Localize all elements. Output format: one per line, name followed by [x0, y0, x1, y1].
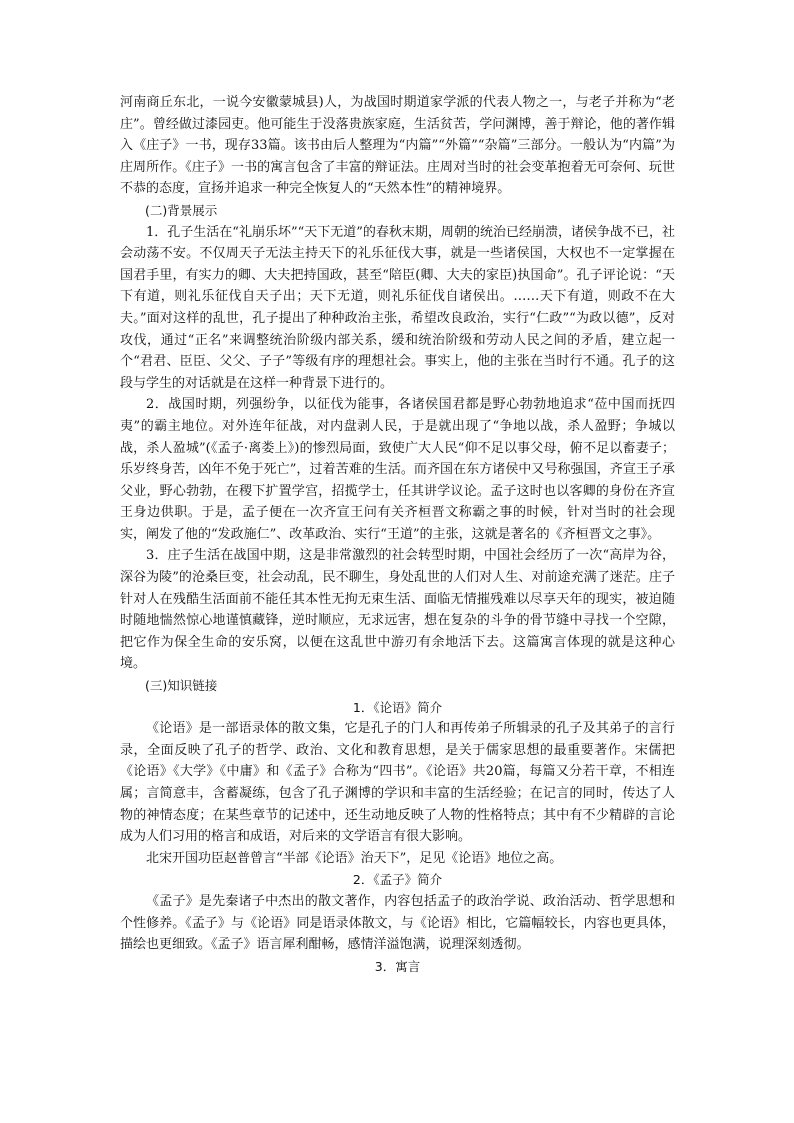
yuyan-title: 3．寓言 [374, 958, 421, 974]
background-paragraph-1: 1．孔子生活在“礼崩乐坏”“天下无道”的春秋末期，周朝的统治已经崩溃，诸侯争战不已，社会动荡不安。不仅周天子无法主持天下的礼乐征伐大事，就是一些诸侯国，大权也不一定掌握在国君手里，有实力的卿、大夫把持国政，甚至“陪臣(卿、大夫的家臣)执国命”。孔子评论说：“天下有道，则礼乐征伐自天子出；天下无道，则礼乐征伐自诸侯出。……天下有道，则政不在大夫。”面对这样的乱世，孔子提出了种种政治主张，希望改良政治，实行“仁政”“为政以德”，反对攻伐，通过“正名”来调整统治阶级内部关系，缓和统治阶级和劳动人民之间的矛盾，建立起一个“君君、臣臣、父父、子子”等级有序的理想社会。事实上，他的主张在当时行不通。孔子的这段与学生的对话就是在这样一种背景下进行的。 [120, 224, 675, 391]
intro-paragraph: 河南商丘东北，一说今安徽蒙城县)人，为战国时期道家学派的代表人物之一，与老子并称为“老庄”。曾经做过漆园吏。他可能生于没落贵族家庭，生活贫苦，学问渊博，善于辩论，他的著作辑入《庄子》一书，现存33篇。该书由后人整理为“内篇”“外篇”“杂篇”三部分。一般认为“内篇”为庄周所作。《庄子》一书的寓言包含了丰富的辩证法。庄周对当时的社会变革抱着无可奈何、玩世不恭的态度，宣扬并追求一种完全恢复人的“天然本性”的精神境界。 [120, 95, 675, 197]
lunyu-paragraph-2: 北宋开国功臣赵普曾言“半部《论语》治天下”，足见《论语》地位之高。 [146, 850, 563, 866]
background-paragraph-2: 2．战国时期，列强纷争，以征伐为能事，各诸侯国君都是野心勃勃地追求“莅中国而抚四夷”的霸主地位。对外连年征战，对内盘剥人民，于是就出现了“争地以战，杀人盈野；争城以战，杀人盈城”(《孟子·离娄上》)的惨烈局面，致使广大人民“仰不足以事父母，俯不足以畜妻子；乐岁终身苦，凶年不免于死亡”，过着苦难的生活。而齐国在东方诸侯中又号称强国，齐宣王子承父业，野心勃勃，在稷下扩置学宫，招揽学士，任其讲学议论。孟子这时也以客卿的身份在齐宣王身边供职。于是，孟子便在一次齐宣王问有关齐桓晋文称霸之事的时候，针对当时的社会现实，阐发了他的“发政施仁”、改革政治、实行“王道”的主张，这就是著名的《齐桓晋文之事》。 [120, 397, 675, 542]
mengzi-paragraph-1: 《孟子》是先秦诸子中杰出的散文著作，内容包括孟子的政治学说、政治活动、哲学思想和个性修养。《孟子》与《论语》同是语录体散文，与《论语》相比，它篇幅较长，内容也更具体，描绘也更细致。《孟子》语言犀利酣畅，感情洋溢饱满，说理深刻透彻。 [120, 893, 675, 953]
mengzi-title: 2．《孟子》简介 [352, 872, 443, 888]
background-paragraph-3: 3．庄子生活在战国中期，这是非常激烈的社会转型时期，中国社会经历了一次“高岸为谷，深谷为陵”的沧桑巨变，社会动乱，民不聊生，身处乱世的人们对人生、对前途充满了迷茫。庄子针对人在残酷生活面前不能任其本性无拘无束生活、面临无情摧残难以尽享天年的现实，被迫随时随地惴然惊心地谨慎藏锋，逆时顺应，无求远害，想在复杂的斗争的骨节缝中寻找一个空隙，把它作为保全生命的安乐窝，以便在这乱世中游刃有余地活下去。这篇寓言体现的就是这种心境。 [120, 548, 675, 672]
section-heading-knowledge: (三)知识链接 [145, 678, 218, 694]
lunyu-title: 1．《论语》简介 [352, 699, 443, 715]
document-page [120, 92, 675, 977]
lunyu-paragraph-1: 《论语》是一部语录体的散文集，它是孔子的门人和再传弟子所辑录的孔子及其弟子的言行录，全面反映了孔子的哲学、政治、文化和教育思想，是关于儒家思想的最重要著作。宋儒把《论语》《大学》《中庸》和《孟子》合称为“四书”。《论语》共20篇，每篇又分若干章，不相连属；言简意丰，含蓄凝练，包含了孔子渊博的学识和丰富的生活经验；在记言的同时，传达了人物的神情态度；在某些章节的记述中，还生动地反映了人物的性格特点；其中有不少精辟的言论成为人们习用的格言和成语，对后来的文学语言有很大影响。 [120, 721, 675, 845]
section-heading-background: (二)背景展示 [145, 202, 218, 218]
